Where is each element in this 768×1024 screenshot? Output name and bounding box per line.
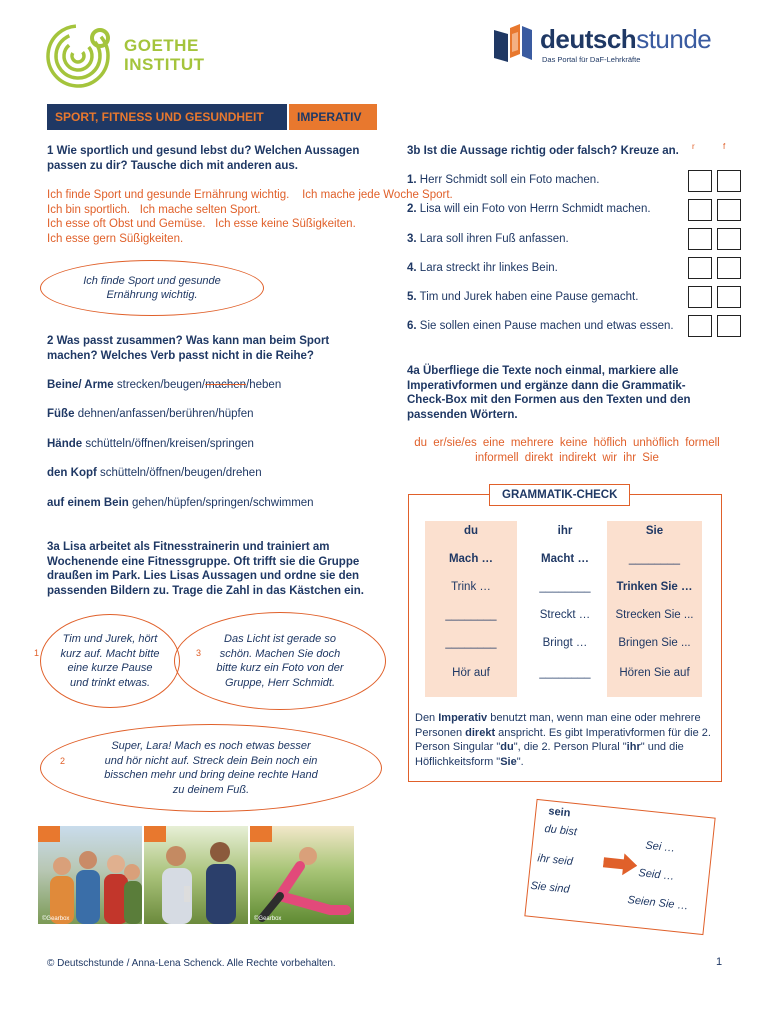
bubble-number: 2 bbox=[60, 756, 66, 766]
answer-box[interactable] bbox=[144, 826, 166, 842]
speech-bubble-3 bbox=[174, 612, 386, 710]
photo-credit: ©Gearbox bbox=[254, 916, 282, 922]
item-number: 1. bbox=[407, 174, 417, 186]
bubble-number: 1 bbox=[34, 648, 40, 658]
item-number: 3. bbox=[407, 233, 417, 245]
ex2-row bbox=[47, 466, 262, 481]
expl-bold: direkt bbox=[465, 726, 496, 739]
ex2-row bbox=[47, 437, 254, 452]
ex3a-title: 3a Lisa arbeitet als Fitnesstrainerin und trainiert am Wochenende eine Fitnessgruppe. Oft trifft sie die Gruppe draußen im Park. Lies Lisas Aussagen und ordne sie den passenden Bildern zu. Trage die Zahl in das Kästchen ein. bbox=[47, 541, 364, 597]
item-text: Lisa will ein Foto von Herrn Schmidt machen. bbox=[419, 203, 651, 215]
ex2-verbs: dehnen/anfassen/berühren/hüpfen bbox=[77, 408, 254, 420]
checkbox-falsch-2[interactable] bbox=[717, 199, 741, 221]
grammar-explanation bbox=[415, 711, 711, 769]
form-blank[interactable]: ________ bbox=[539, 667, 591, 679]
sein-form-right: Seien Sie … bbox=[626, 894, 690, 913]
statement-5: Ich esse oft Obst und Gemüse. bbox=[47, 218, 206, 230]
checkbox-falsch-5[interactable] bbox=[717, 286, 741, 308]
speech-bubble-1 bbox=[40, 614, 180, 708]
bubble-1-text: Tim und Jurek, hört kurz auf. Macht bitte eine kurze Pause und trinkt etwas. bbox=[60, 633, 160, 689]
form-cell: Trinken Sie … bbox=[616, 581, 693, 593]
item-number: 5. bbox=[407, 291, 417, 303]
bubble-3-text: Das Licht ist gerade so schön. Machen Sie doch bitte kurz ein Foto von der Gruppe, Herr Schmidt. bbox=[216, 633, 344, 689]
page-number: 1 bbox=[716, 956, 723, 968]
checkbox-falsch-6[interactable] bbox=[717, 315, 741, 337]
form-blank[interactable]: ________ bbox=[539, 581, 591, 593]
col-head: Sie bbox=[645, 525, 664, 537]
form-cell: Hör auf bbox=[452, 667, 490, 679]
statement-4: Ich mache selten Sport. bbox=[139, 203, 261, 216]
speech-bubble-2 bbox=[40, 724, 382, 812]
ex2-part: auf einem Bein bbox=[47, 497, 129, 509]
ex3b-item bbox=[407, 290, 638, 305]
ex4a-title: 4a Überfliege die Texte noch einmal, markiere alle Imperativformen und ergänze dann die Grammatik-Check-Box mit den Formen aus den Texten und den passenden Wörtern. bbox=[407, 365, 691, 421]
form-cell: Mach … bbox=[448, 553, 494, 565]
ex2-part: Beine/ Arme bbox=[47, 379, 114, 391]
ex2-row bbox=[47, 378, 281, 393]
ex1-speech-bubble bbox=[40, 260, 264, 316]
expl-bold: ihr bbox=[626, 741, 641, 753]
ex3b-item bbox=[407, 232, 569, 247]
expl-bold: Sie bbox=[500, 755, 517, 768]
expl-bold: du bbox=[500, 741, 514, 753]
checkbox-falsch-3[interactable] bbox=[717, 228, 741, 250]
item-number: 4. bbox=[407, 262, 417, 274]
expl-bold: Imperativ bbox=[438, 712, 488, 724]
checkbox-richtig-1[interactable] bbox=[688, 170, 712, 192]
item-text: Lara soll ihren Fuß anfassen. bbox=[419, 233, 569, 245]
goethe-logo-icon bbox=[44, 20, 116, 92]
grammar-col-sie bbox=[607, 521, 702, 697]
ex2-verbs: schütteln/öffnen/beugen/drehen bbox=[100, 467, 262, 479]
form-blank[interactable]: ________ bbox=[445, 637, 497, 649]
expl-text: anspricht. Es gibt Imperativformen für die 2. Person Singular " bbox=[415, 726, 711, 753]
photo-break-drink bbox=[144, 826, 248, 924]
expl-text: ", die 2. Person Plural " bbox=[513, 741, 627, 753]
expl-text: " und die Höflichkeitsform " bbox=[415, 741, 684, 768]
item-number: 2. bbox=[407, 203, 417, 215]
form-cell: Hören Sie auf bbox=[619, 667, 690, 679]
ex3b-title: 3b Ist die Aussage richtig oder falsch? Kreuze an. bbox=[407, 145, 679, 157]
form-cell: Trink … bbox=[451, 581, 491, 593]
ex2-part: den Kopf bbox=[47, 467, 97, 479]
checkbox-richtig-5[interactable] bbox=[688, 286, 712, 308]
deutschstunde-logo bbox=[492, 22, 732, 70]
ex1-bubble-text: Ich finde Sport und gesunde Ernährung wichtig. bbox=[83, 274, 221, 301]
item-text: Herr Schmidt soll ein Foto machen. bbox=[419, 174, 600, 186]
sein-form-right: Sei … bbox=[644, 839, 676, 855]
ex1-title: 1 Wie sportlich und gesund lebst du? Welchen Aussagen passen zu dir? Tausche dich mit anderen aus. bbox=[47, 145, 360, 172]
sein-form-left: Sie sind bbox=[529, 879, 571, 896]
grammar-col-ihr bbox=[519, 521, 611, 697]
sein-form-right: Seid … bbox=[637, 866, 675, 883]
ex2-verbs: strecken/beugen/ bbox=[116, 379, 206, 391]
checkbox-falsch-1[interactable] bbox=[717, 170, 741, 192]
book-logo-icon bbox=[492, 24, 534, 64]
col-head: ihr bbox=[557, 525, 573, 537]
statement-1: Ich finde Sport und gesunde Ernährung wichtig. bbox=[47, 189, 290, 201]
ex2-row bbox=[47, 496, 314, 511]
checkbox-richtig-3[interactable] bbox=[688, 228, 712, 250]
bubble-number: 3 bbox=[196, 648, 202, 658]
form-blank[interactable]: ________ bbox=[628, 553, 681, 565]
ex3b-item bbox=[407, 202, 651, 217]
arrow-right-icon bbox=[602, 851, 638, 876]
ex1-statements bbox=[47, 188, 453, 246]
col-richtig: r bbox=[692, 142, 695, 151]
sein-card bbox=[524, 799, 715, 935]
sein-form-left: du bist bbox=[543, 822, 578, 839]
form-cell: Bringen Sie ... bbox=[618, 637, 691, 649]
grammar-check-label: GRAMMATIK-CHECK bbox=[489, 484, 630, 506]
ex2-part: Füße bbox=[47, 408, 75, 420]
ex2-title: 2 Was passt zusammen? Was kann man beim Sport machen? Welches Verb passt nicht in die Reihe? bbox=[47, 335, 330, 362]
statement-6: Ich esse keine Süßigkeiten. bbox=[215, 218, 356, 230]
ex3b-item bbox=[407, 261, 558, 276]
logo-stunde: stunde bbox=[636, 24, 712, 54]
statement-2: Ich mache jede Woche Sport. bbox=[302, 189, 453, 201]
footer-copyright: © Deutschstunde / Anna-Lena Schenck. Alle Rechte vorbehalten. bbox=[47, 958, 336, 969]
ex3b-item bbox=[407, 319, 674, 334]
col-head: du bbox=[463, 525, 479, 537]
statement-7: Ich esse gern Süßigkeiten. bbox=[47, 232, 184, 245]
answer-box[interactable] bbox=[38, 826, 60, 842]
ex2-row bbox=[47, 407, 254, 422]
checkbox-richtig-4[interactable] bbox=[688, 257, 712, 279]
photo-credit: ©Gearbox bbox=[42, 916, 70, 922]
answer-box[interactable] bbox=[250, 826, 272, 842]
logo-subtitle: Das Portal für DaF-Lehrkräfte bbox=[542, 55, 641, 64]
form-cell: Bringt … bbox=[542, 637, 588, 649]
goethe-logo bbox=[44, 20, 214, 92]
ex2-verbs: gehen/hüpfen/springen/schwimmen bbox=[132, 497, 314, 509]
bubble-2-text: Super, Lara! Mach es noch etwas besser und hör nicht auf. Streck dein Bein noch ein bisschen mehr und bring deine rechte Hand zu deinem Fuß. bbox=[104, 740, 318, 796]
checkbox-richtig-2[interactable] bbox=[688, 199, 712, 221]
sein-form-left: ihr seid bbox=[536, 852, 574, 868]
sein-title: sein bbox=[547, 805, 571, 820]
goethe-logo-line1: GOETHE bbox=[124, 36, 199, 55]
item-text: Sie sollen einen Pause machen und etwas essen. bbox=[419, 320, 674, 332]
statement-3: Ich bin sportlich. bbox=[47, 203, 131, 216]
goethe-logo-line2: INSTITUT bbox=[124, 55, 205, 74]
grammar-check-box bbox=[408, 489, 722, 782]
ex3b-item bbox=[407, 173, 599, 188]
form-cell: Macht … bbox=[541, 553, 589, 565]
col-falsch: f bbox=[723, 142, 726, 151]
form-blank[interactable]: ________ bbox=[445, 609, 497, 621]
banner-grammar-topic: IMPERATIV bbox=[289, 104, 377, 130]
ex2-verbs: schütteln/öffnen/kreisen/springen bbox=[85, 438, 254, 450]
word-bank-line1: du er/sie/es eine mehrere keine höflich unhöflich formell bbox=[414, 437, 720, 449]
expl-text: ". bbox=[516, 755, 524, 768]
banner-topic: SPORT, FITNESS UND GESUNDHEIT bbox=[47, 104, 287, 130]
expl-text: benutzt man, wenn man eine oder mehrere Personen bbox=[415, 712, 701, 739]
item-number: 6. bbox=[407, 320, 417, 332]
photo-group-selfie bbox=[38, 826, 142, 924]
form-cell: Strecken Sie ... bbox=[615, 609, 694, 621]
item-text: Lara streckt ihr linkes Bein. bbox=[419, 262, 558, 274]
logo-deutsch: deutsch bbox=[540, 24, 637, 54]
form-cell: Streckt … bbox=[539, 609, 591, 621]
checkbox-falsch-4[interactable] bbox=[717, 257, 741, 279]
expl-text: Den bbox=[415, 712, 439, 724]
ex2-part: Hände bbox=[47, 438, 83, 450]
ex2-struck-verb: machen bbox=[205, 379, 247, 391]
checkbox-richtig-6[interactable] bbox=[688, 315, 712, 337]
ex4a-word-bank bbox=[407, 436, 727, 465]
word-bank-line2: informell direkt indirekt wir ihr Sie bbox=[475, 451, 659, 464]
ex2-verbs-end: /heben bbox=[246, 379, 282, 391]
item-text: Tim und Jurek haben eine Pause gemacht. bbox=[419, 291, 639, 303]
topic-banner bbox=[47, 104, 377, 130]
photo-stretching bbox=[250, 826, 354, 924]
grammar-col-du bbox=[425, 521, 517, 697]
